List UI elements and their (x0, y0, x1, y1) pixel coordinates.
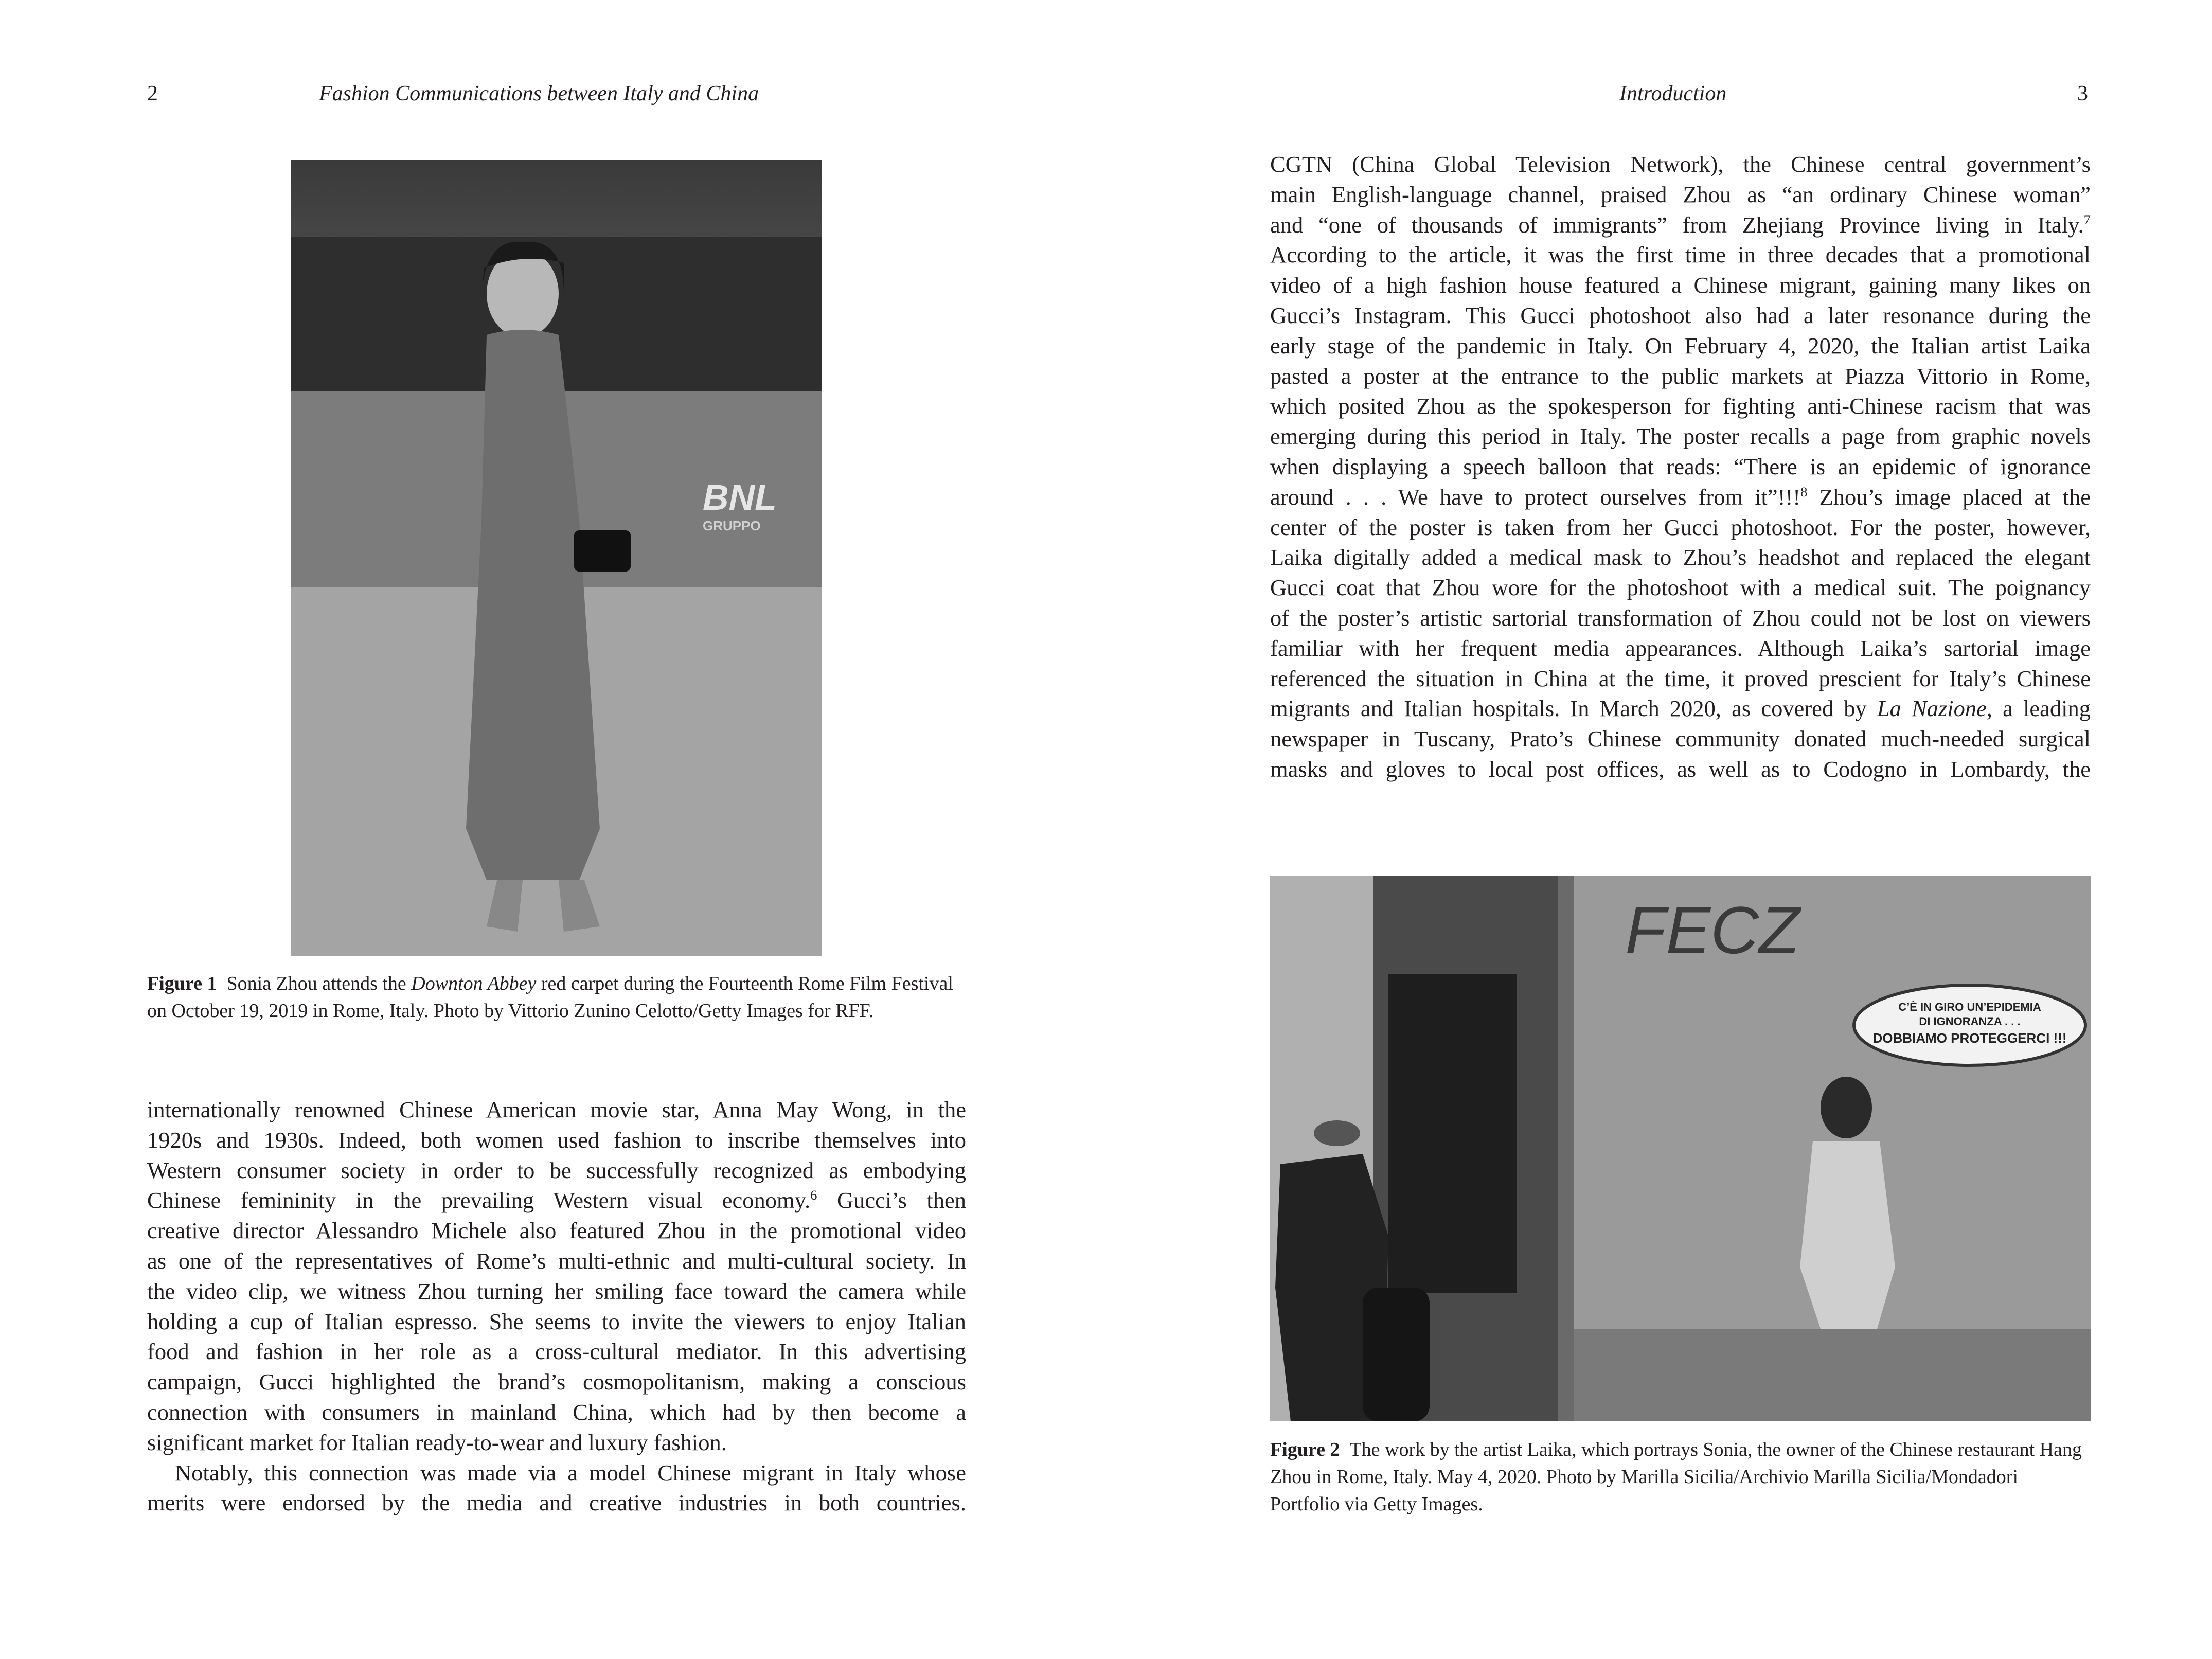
film-title: Downton Abbey (411, 973, 537, 994)
poster-figure-body (1800, 1141, 1895, 1329)
text-line: newspaper in Tuscany, Prato’s Chinese community donated much-needed surgical (1270, 726, 2091, 752)
text-line: familiar with her frequent media appearances. Although Laika’s sartorial image (1270, 635, 2091, 661)
figure-2-label: Figure 2 (1270, 1439, 1340, 1460)
text-line: campaign, Gucci highlighted the brand’s cosmopolitanism, making a conscious (147, 1369, 966, 1395)
text-line: referenced the situation in China at the time, it proved prescient for Italy’s Chinese (1270, 665, 2091, 691)
text-line: Notably, this connection was made via a model Chinese migrant in Italy whose (175, 1459, 966, 1486)
street-poster-photo (1270, 876, 2091, 1421)
text-line: According to the article, it was the first time in three decades that a promotional (1270, 242, 2091, 268)
text-line: Laika digitally added a medical mask to Zhou’s headshot and replaced the elegant (1270, 544, 2091, 570)
text-line: center of the poster is taken from her Gucci photoshoot. For the poster, however, (1270, 514, 2091, 540)
figure-2-caption: Figure 2 The work by the artist Laika, which portrays Sonia, the owner of the Chinese restaurant Hang Zhou in Rome, Italy. May 4, 2020. Photo by Marilla Sicilia/Archivio Marilla Sicilia/Mondadori Portfolio via Getty Images. (1270, 1439, 2082, 1515)
text-line: holding a cup of Italian espresso. She seems to invite the viewers to enjoy Italian (147, 1308, 966, 1334)
text-line: when displaying a speech balloon that reads: “There is an epidemic of ignorance (1270, 453, 2091, 479)
page-number-left: 2 (147, 82, 158, 105)
figure-1-photo (291, 160, 822, 956)
text-line: merits were endorsed by the media and creative industries in both countries. (147, 1490, 966, 1516)
balloon-text-line: C’È IN GIRO UN’EPIDEMIA (1898, 1001, 2041, 1013)
text-line: Chinese femininity in the prevailing Western visual economy.$^6$ Gucci’s then (147, 1187, 966, 1214)
graffiti-text: FECZ (1625, 893, 1800, 968)
figure-2-photo (1270, 876, 2091, 1421)
balloon-text-line: DI IGNORANZA . . . (1919, 1015, 2021, 1028)
footnote-ref[interactable]: 8 (1800, 484, 1808, 500)
text-line: migrants and Italian hospitals. In March 2020, as covered by La Nazione, a leading (1270, 695, 2091, 722)
text-line: significant market for Italian ready-to-wear and luxury fashion. (147, 1429, 727, 1455)
signage-subtext: GRUPPO (703, 518, 761, 533)
footnote-ref[interactable]: 6 (810, 1187, 817, 1203)
text-line: main English-language channel, praised Zhou as “an ordinary Chinese woman” (1270, 181, 2091, 207)
right-body-text (1270, 149, 2091, 784)
text-line: Western consumer society in order to be successfully recognized as embodying (147, 1157, 966, 1183)
text-line: CGTN (China Global Television Network), the Chinese central government’s (1270, 151, 2091, 177)
text-line: early stage of the pandemic in Italy. On February 4, 2020, the Italian artist Laika (1270, 332, 2091, 359)
text-line: creative director Alessandro Michele also featured Zhou in the promotional video (147, 1218, 966, 1244)
text-line: Gucci coat that Zhou wore for the photoshoot with a medical suit. The poignancy (1270, 575, 2091, 601)
text-line: video of a high fashion house featured a Chinese migrant, gaining many likes on (1270, 272, 2091, 298)
text-line: connection with consumers in mainland China, which had by then become a (147, 1399, 966, 1425)
text-line: internationally renowned Chinese American movie star, Anna May Wong, in the (147, 1097, 966, 1122)
figure-1-label: Figure 1 (147, 973, 217, 994)
red-carpet-photo (291, 160, 822, 956)
page-number-right: 3 (2077, 82, 2088, 105)
left-body-text (147, 1095, 966, 1518)
text-line: and “one of thousands of immigrants” from Zhejiang Province living in Italy.$^7$ (1270, 211, 2091, 238)
poster-figure-head (1821, 1077, 1872, 1138)
text-line: food and fashion in her role as a cross-cultural mediator. In this advertising (147, 1339, 966, 1365)
newspaper-title: La Nazione (1877, 695, 1987, 722)
balloon-text-line: DOBBIAMO PROTEGGERCI !!! (1872, 1030, 2067, 1046)
text-line: masks and gloves to local post offices, as well as to Codogno in Lombardy, the (1270, 756, 2091, 782)
text-line: pasted a poster at the entrance to the public markets at Piazza Vittorio in Rome, (1270, 363, 2091, 389)
text-line: of the poster’s artistic sartorial transformation of Zhou could not be lost on viewers (1270, 604, 2091, 631)
footnote-ref[interactable]: 7 (2083, 211, 2091, 227)
text-line: around . . . We have to protect ourselves from it”!!!$^8$ Zhou’s image placed at the (1270, 484, 2091, 510)
running-head-left: Fashion Communications between Italy and China (319, 82, 759, 105)
running-head-right: Introduction (1619, 82, 1727, 105)
text-line: Gucci’s Instagram. This Gucci photoshoot also had a later resonance during the (1270, 302, 2091, 328)
signage-text: BNL (703, 477, 777, 518)
text-line: the video clip, we witness Zhou turning her smiling face toward the camera while (147, 1278, 966, 1304)
text-line: 1920s and 1930s. Indeed, both women used fashion to inscribe themselves into (147, 1127, 966, 1153)
figure-1-caption: Figure 1 Sonia Zhou attends the Downton Abbey red carpet during the Fourteenth Rome Film Festival on October 19, 2019 in Rome, Italy. Photo by Vittorio Zunino Celotto/Getty Images for RFF. (147, 973, 953, 1022)
text-line: which posited Zhou as the spokesperson for fighting anti-Chinese racism that was (1270, 393, 2091, 419)
text-line: as one of the representatives of Rome’s multi-ethnic and multi-cultural society. In (147, 1247, 966, 1274)
text-line: emerging during this period in Italy. The poster recalls a page from graphic novels (1270, 423, 2091, 450)
